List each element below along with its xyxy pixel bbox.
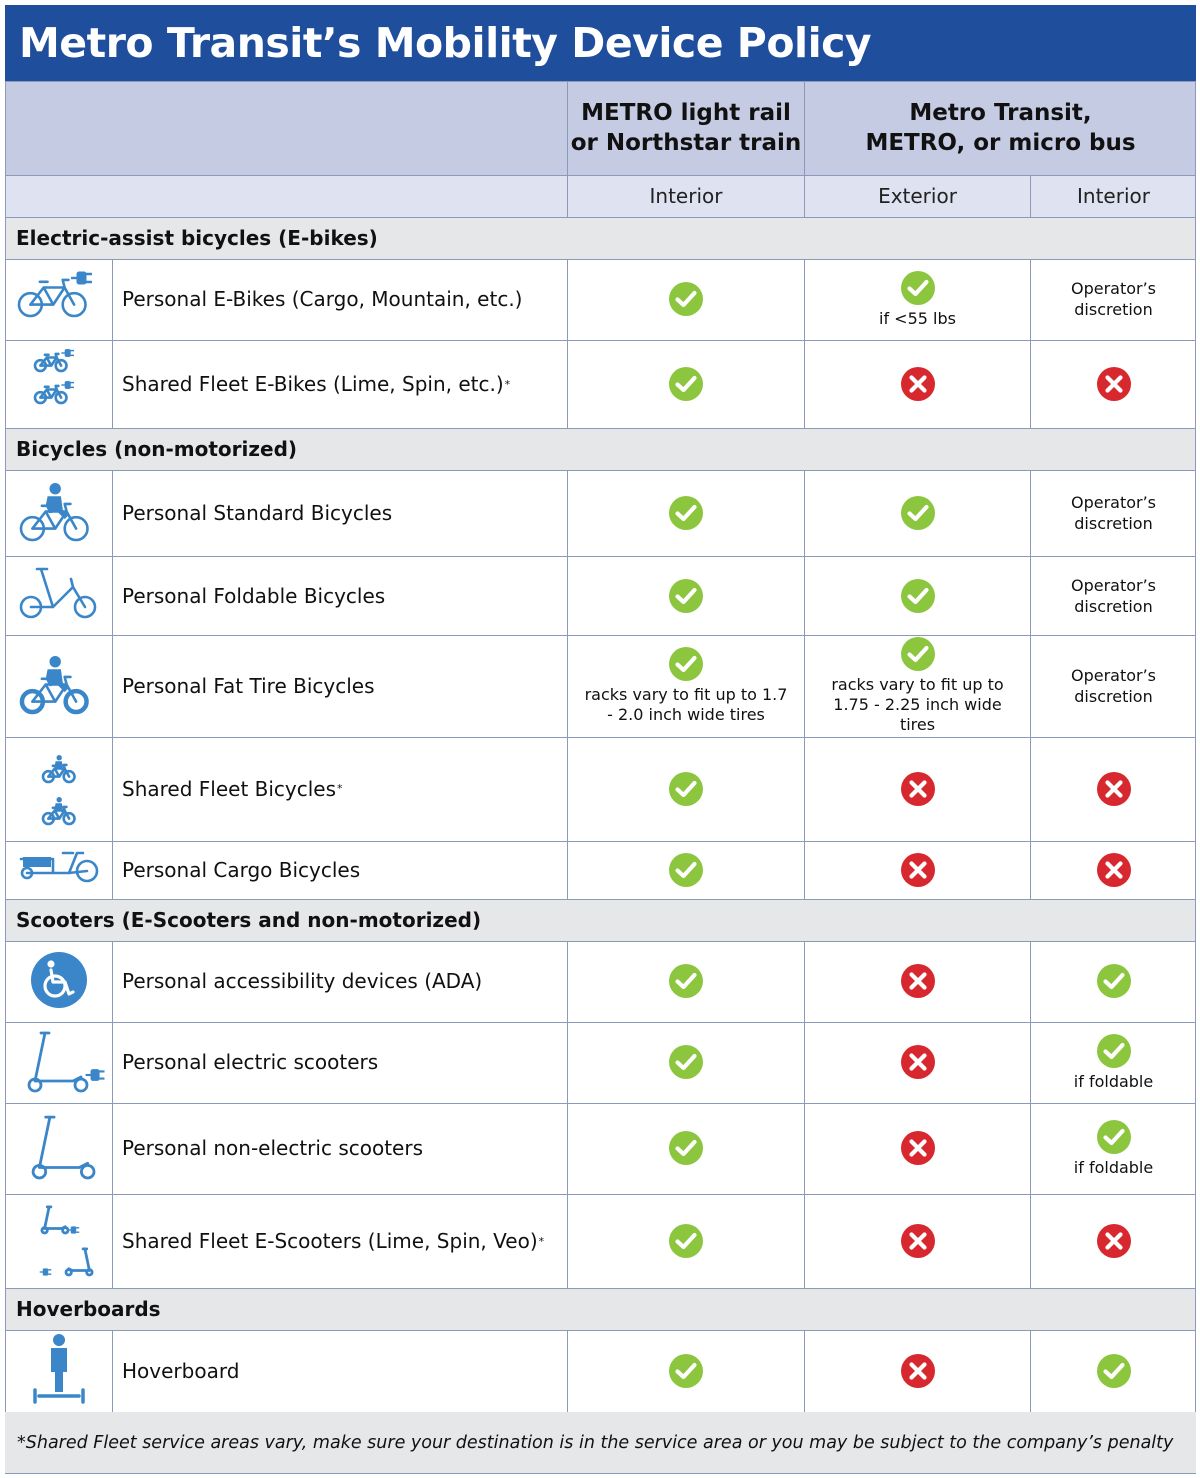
cargo-bicycle-icon [6, 841, 112, 899]
grid-line [567, 1330, 568, 1412]
status-no [805, 941, 1030, 1021]
grid-line [5, 470, 1196, 471]
x-icon [900, 771, 936, 807]
row-label: Personal non-electric scooters [122, 1136, 423, 1160]
status-yes [805, 635, 1030, 736]
status-no [1031, 737, 1196, 840]
x-icon [900, 1044, 936, 1080]
status-yes [1031, 1022, 1196, 1102]
grid-line [112, 259, 113, 428]
grid-line [5, 428, 1196, 429]
grid-line [5, 1194, 1196, 1195]
x-icon [900, 1223, 936, 1259]
grid-line [112, 470, 113, 899]
grid-line [1195, 81, 1196, 1473]
status-no [805, 737, 1030, 840]
status-discretion [1031, 635, 1196, 736]
fat-tire-bicycle-icon [6, 635, 112, 736]
status-yes [568, 1022, 804, 1102]
check-icon [668, 963, 704, 999]
check-icon [668, 578, 704, 614]
x-icon [1096, 852, 1132, 888]
cell-note: if <55 lbs [879, 308, 956, 328]
grid-line [804, 81, 805, 217]
x-icon [900, 1353, 936, 1389]
check-icon [1096, 1119, 1132, 1155]
row-label: Personal Cargo Bicycles [122, 858, 361, 882]
status-yes [805, 470, 1030, 555]
status-yes [568, 737, 804, 840]
ebike-icon [6, 259, 112, 339]
grid-line [5, 259, 1196, 260]
cell-note: if foldable [1073, 1071, 1154, 1091]
grid-line [1030, 941, 1031, 1288]
cell-note: racks vary to fit up to 1.7 - 2.0 inch wide tires [584, 685, 788, 724]
shared-bicycle-icon [6, 737, 112, 840]
status-yes [568, 556, 804, 635]
grid-line [1030, 470, 1031, 899]
row-label: Personal accessibility devices (ADA) [122, 969, 483, 993]
grid-line [5, 81, 1196, 82]
check-icon [1096, 1033, 1132, 1069]
check-icon [668, 771, 704, 807]
status-no [1031, 1194, 1196, 1288]
status-no [1031, 841, 1196, 899]
cell-note: Operator’s discretion [1070, 492, 1157, 533]
row-label: Personal Fat Tire Bicycles [122, 673, 375, 698]
grid-line [804, 941, 805, 1288]
electric-scooter-icon [6, 1022, 112, 1102]
cell-note: Operator’s discretion [1070, 575, 1157, 616]
grid-line [1030, 175, 1031, 217]
status-no [805, 1194, 1030, 1288]
status-yes [805, 259, 1030, 339]
footnote: *Shared Fleet service areas vary, make sure your destination is in the service area or you may be subject to the company’s penalty [5, 1412, 1196, 1473]
check-icon [900, 578, 936, 614]
grid-line [804, 1330, 805, 1412]
grid-line [5, 1330, 1196, 1331]
grid-line [5, 1288, 1196, 1289]
x-icon [1096, 771, 1132, 807]
cell-note: racks vary to fit up to 1.75 - 2.25 inch wide tires [831, 675, 1004, 734]
bicycle-rider-icon [6, 470, 112, 555]
status-yes [1031, 1103, 1196, 1193]
grid-line [5, 899, 1196, 900]
x-icon [900, 1130, 936, 1166]
grid-line [5, 1473, 1196, 1474]
status-yes [568, 941, 804, 1021]
grid-line [804, 259, 805, 428]
grid-line [5, 841, 1196, 842]
grid-line [1030, 259, 1031, 428]
section-header: Electric-assist bicycles (E-bikes) [5, 217, 1196, 259]
shared-ebike-icon [6, 340, 112, 428]
grid-line [5, 635, 1196, 636]
grid-line [5, 1022, 1196, 1023]
row-label: Personal E-Bikes (Cargo, Mountain, etc.) [122, 287, 523, 311]
section-header: Scooters (E-Scooters and non-motorized) [5, 899, 1196, 941]
status-no [805, 1103, 1030, 1193]
status-yes [805, 556, 1030, 635]
grid-line [5, 340, 1196, 341]
status-yes [568, 340, 804, 428]
status-no [1031, 340, 1196, 428]
check-icon [1096, 963, 1132, 999]
check-icon [668, 495, 704, 531]
check-icon [668, 1353, 704, 1389]
x-icon [1096, 366, 1132, 402]
check-icon [900, 495, 936, 531]
check-icon [900, 636, 936, 672]
grid-line [5, 737, 1196, 738]
cell-note: if foldable [1073, 1157, 1154, 1177]
check-icon [668, 852, 704, 888]
row-label: Personal Standard Bicycles [122, 500, 393, 525]
header-bus: Metro Transit, METRO, or micro bus [865, 100, 1136, 156]
status-yes [568, 1194, 804, 1288]
check-icon [668, 281, 704, 317]
x-icon [900, 366, 936, 402]
section-header: Hoverboards [5, 1288, 1196, 1330]
cell-note: Operator’s discretion [1070, 279, 1157, 319]
status-yes [568, 841, 804, 899]
status-yes [568, 259, 804, 339]
subheader-bus-interior: Interior [1077, 184, 1150, 208]
status-yes [1031, 1330, 1196, 1412]
grid-line [567, 81, 568, 217]
status-yes [568, 470, 804, 555]
grid-line [1030, 1330, 1031, 1412]
status-yes [1031, 941, 1196, 1021]
grid-line [5, 941, 1196, 942]
check-icon [900, 270, 936, 306]
x-icon [1096, 1223, 1132, 1259]
grid-line [804, 470, 805, 899]
status-no [805, 1022, 1030, 1102]
accessibility-icon [6, 941, 112, 1021]
grid-line [112, 941, 113, 1288]
status-yes [568, 1103, 804, 1193]
status-discretion [1031, 556, 1196, 635]
row-label: Hoverboard [122, 1359, 240, 1383]
grid-line [5, 217, 1196, 218]
grid-line [5, 175, 1196, 176]
check-icon [1096, 1353, 1132, 1389]
status-no [805, 340, 1030, 428]
grid-line [567, 259, 568, 428]
cell-note: Operator’s discretion [1070, 665, 1157, 706]
subheader-bus-exterior: Exterior [878, 184, 957, 208]
row-label: Shared Fleet Bicycles * [122, 776, 343, 801]
x-icon [900, 963, 936, 999]
status-yes [568, 635, 804, 736]
section-header: Bicycles (non-motorized) [5, 428, 1196, 470]
page-title: Metro Transit’s Mobility Device Policy [5, 5, 1196, 81]
grid-line [5, 556, 1196, 557]
row-label: Shared Fleet E-Scooters (Lime, Spin, Veo) * [122, 1229, 545, 1253]
row-label: Personal Foldable Bicycles [122, 583, 386, 608]
row-label: Personal electric scooters [122, 1050, 379, 1074]
check-icon [668, 1044, 704, 1080]
subheader-rail-interior: Interior [649, 184, 723, 208]
kick-scooter-icon [6, 1103, 112, 1193]
grid-line [112, 1330, 113, 1412]
hoverboard-icon [6, 1330, 112, 1412]
check-icon [668, 366, 704, 402]
status-discretion [1031, 259, 1196, 339]
grid-line [5, 1103, 1196, 1104]
x-icon [900, 852, 936, 888]
shared-escooter-icon [6, 1194, 112, 1288]
check-icon [668, 1130, 704, 1166]
grid-line [5, 81, 6, 1473]
check-icon [668, 1223, 704, 1259]
row-label: Shared Fleet E-Bikes (Lime, Spin, etc.) * [122, 372, 511, 396]
check-icon [668, 646, 704, 682]
grid-line [567, 470, 568, 899]
grid-line [567, 941, 568, 1288]
status-no [805, 841, 1030, 899]
header-light-rail: METRO light rail or Northstar train [570, 100, 802, 156]
status-yes [568, 1330, 804, 1412]
status-discretion [1031, 470, 1196, 555]
status-no [805, 1330, 1030, 1412]
folding-bicycle-icon [6, 556, 112, 635]
